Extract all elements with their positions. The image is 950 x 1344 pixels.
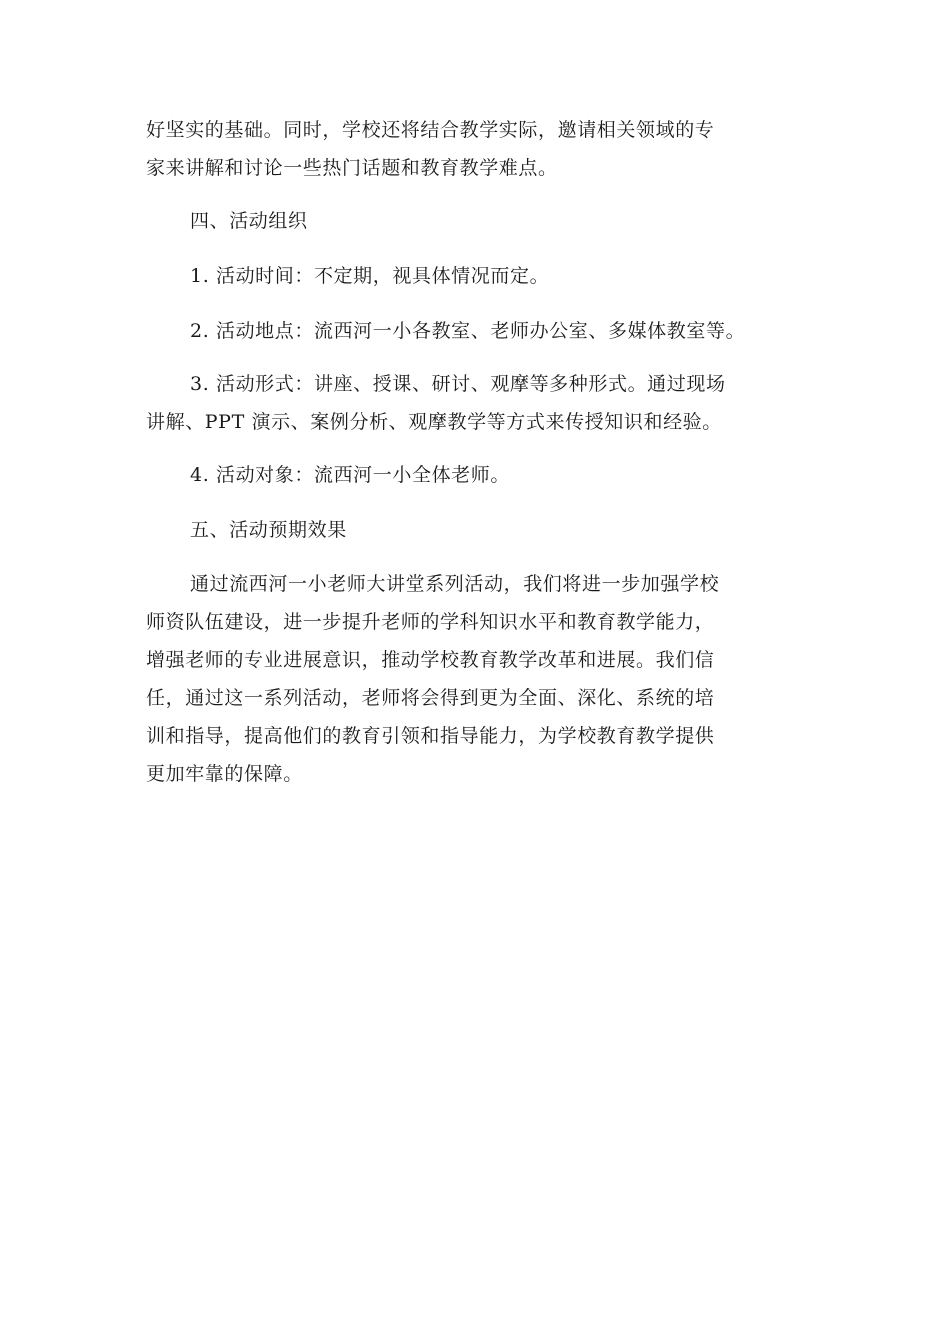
- list-item-activity-time: 1. 活动时间：不定期，视具体情况而定。: [190, 265, 550, 287]
- conclusion-paragraph-line-1: 通过流西河一小老师大讲堂系列活动，我们将进一步加强学校: [190, 573, 720, 595]
- conclusion-paragraph-line-4: 任，通过这一系列活动，老师将会得到更为全面、深化、系统的培: [146, 687, 715, 709]
- paragraph-continued-line-2: 家来讲解和讨论一些热门话题和教育教学难点。: [146, 157, 558, 179]
- conclusion-paragraph-line-5: 训和指导，提高他们的教育引领和指导能力，为学校教育教学提供: [146, 725, 715, 747]
- paragraph-continued-line-1: 好坚实的基础。同时，学校还将结合教学实际，邀请相关领域的专: [146, 119, 715, 141]
- list-item-activity-format-line-1: 3. 活动形式：讲座、授课、研讨、观摩等多种形式。通过现场: [190, 373, 726, 395]
- conclusion-paragraph-line-6: 更加牢靠的保障。: [146, 763, 303, 785]
- list-item-activity-format-line-2: 讲解、PPT 演示、案例分析、观摩教学等方式来传授知识和经验。: [146, 411, 722, 433]
- conclusion-paragraph-line-2: 师资队伍建设，进一步提升老师的学科知识水平和教育教学能力，: [146, 611, 715, 633]
- section-heading-expected-effects: 五、活动预期效果: [190, 519, 347, 541]
- list-item-activity-location: 2. 活动地点：流西河一小各教室、老师办公室、多媒体教室等。: [190, 320, 746, 342]
- list-item-activity-audience: 4. 活动对象：流西河一小全体老师。: [190, 464, 510, 486]
- section-heading-activity-organization: 四、活动组织: [190, 210, 308, 232]
- conclusion-paragraph-line-3: 增强老师的专业进展意识，推动学校教育教学改革和进展。我们信: [146, 649, 715, 671]
